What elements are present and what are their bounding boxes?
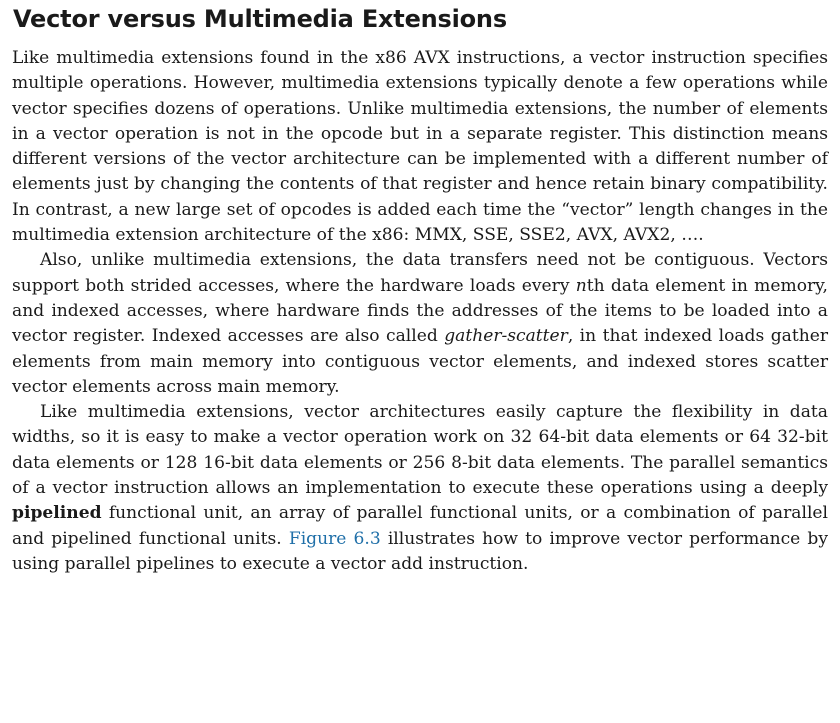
paragraph-1 xyxy=(12,46,828,248)
paragraph-2-text-start: Also, unlike multimedia extensions, the data transfers need not be contiguous. Vectors support both strided accesses, where the hardware loads every xyxy=(12,250,828,296)
paragraph-1-text: Like multimedia extensions found in the x86 AVX instructions, a vector instruction specifies multiple operations. However, multimedia extensions typically denote a few operations while vector specifies dozens of operations. Unlike multimedia extensions, the number of elements in a vector operation is not in the opcode but in a separate register. This distinction means different versions of the vector architecture can be implemented with a different number of elements just by changing the contents of that register and hence retain binary compatibility. In contrast, a new large set of opcodes is added each time the “vector” length changes in the multimedia extension architecture of the x86: MMX, SSE, SSE2, AVX, AVX2, …. xyxy=(12,48,828,246)
bold-term-pipelined: pipelined xyxy=(12,503,102,524)
section-heading: Vector versus Multimedia Extensions xyxy=(13,5,507,33)
figure-reference-link[interactable]: Figure 6.3 xyxy=(288,528,381,549)
paragraph-3-text-end: illustrates how to improve vector performance by using parallel pipelines to execute a vector add instruction. xyxy=(12,528,828,574)
paragraph-2-text-middle: th data element in memory, and indexed accesses, where hardware finds the addresses of the items to be loaded into a vector register. Indexed accesses are also called xyxy=(12,275,828,347)
paragraph-3-text-middle: functional unit, an array of parallel functional units, or a combination of parallel and pipelined functional units. xyxy=(12,503,828,549)
paragraph-2-text-end: , in that indexed loads gather elements from main memory into contiguous vector elements, and indexed stores scatter vector elements across main memory. xyxy=(12,326,828,397)
paragraph-3-text-start: Like multimedia extensions, vector architectures easily capture the flexibility in data widths, so it is easy to make a vector operation work on 32 64-bit data elements or 64 32-bit data elements or 128 16-bit data elements or 256 8-bit data elements. The parallel semantics of a vector instruction allows an implementation to execute these operations using a deeply xyxy=(12,402,828,499)
paragraph-3 xyxy=(12,400,828,577)
paragraph-2 xyxy=(12,248,828,400)
italic-n: n xyxy=(575,275,587,296)
italic-term-gather-scatter: gather-scatter xyxy=(444,326,568,347)
